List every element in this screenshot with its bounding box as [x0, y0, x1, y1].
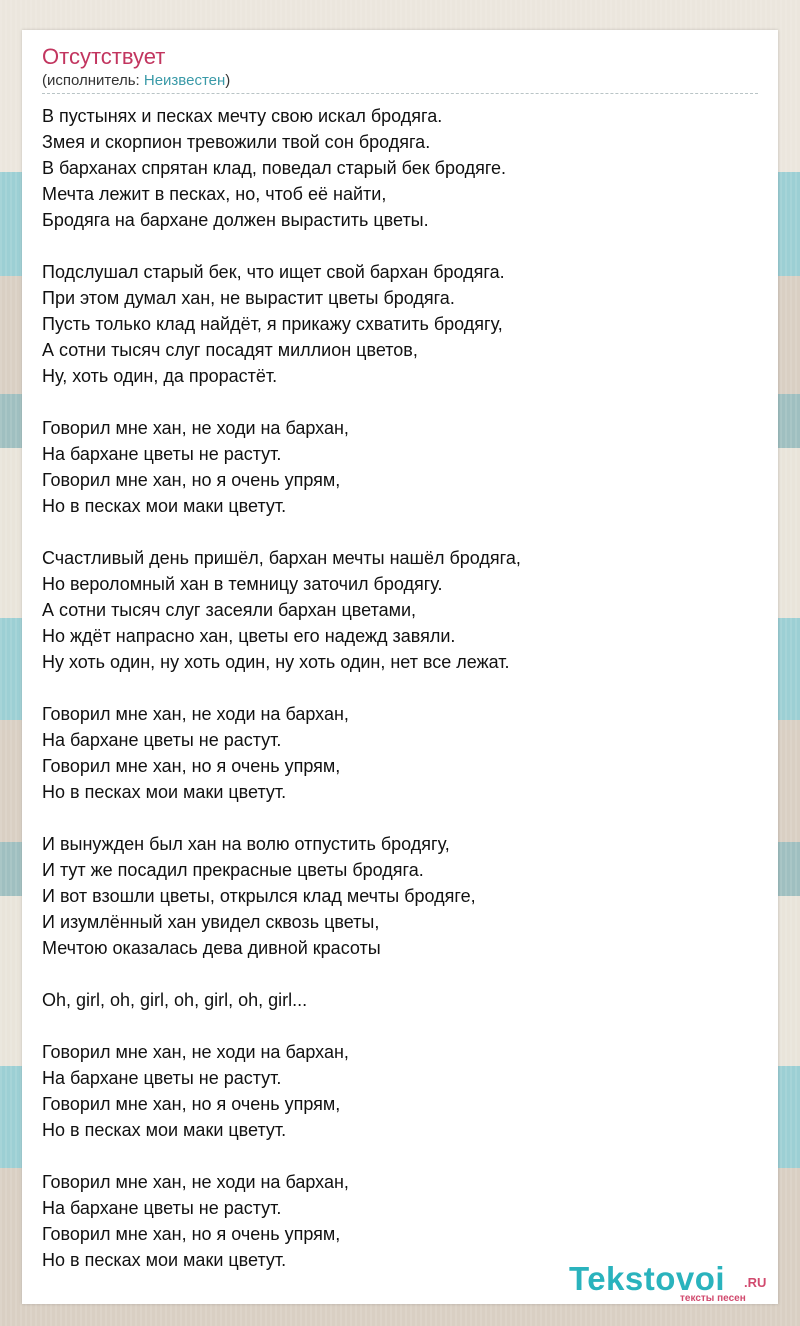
lyrics-line: Мечтою оказалась дева дивной красоты — [42, 938, 381, 958]
performer-link[interactable]: Неизвестен — [143, 72, 226, 89]
lyrics-line: Говорил мне хан, но я очень упрям, — [42, 470, 341, 490]
lyrics-line: На бархане цветы не растут. — [42, 730, 282, 750]
lyrics-line: Но в песках мои маки цветут. — [42, 1120, 287, 1140]
lyrics-stanza — [42, 103, 758, 233]
lyrics-line: Говорил мне хан, не ходи на бархан, — [42, 1172, 349, 1192]
lyrics-line: Говорил мне хан, но я очень упрям, — [42, 1094, 341, 1114]
lyrics-line: Мечта лежит в песках, но, чтоб её найти, — [42, 184, 387, 204]
lyrics-line: Говорил мне хан, не ходи на бархан, — [42, 1042, 349, 1062]
lyrics-line: Но в песках мои маки цветут. — [42, 496, 287, 516]
performer-line — [42, 71, 758, 91]
lyrics-line: В барханах спрятан клад, поведал старый бек бродяге. — [42, 158, 507, 178]
lyrics-stanza — [42, 1169, 758, 1273]
performer-prefix: (исполнитель: — [42, 72, 144, 89]
performer-suffix: ) — [225, 72, 231, 89]
lyrics-line: А сотни тысяч слуг посадят миллион цветов, — [42, 340, 418, 360]
lyrics-line: И изумлённый хан увидел сквозь цветы, — [42, 912, 380, 932]
lyrics-line: Змея и скорпион тревожили твой сон бродяга. — [42, 132, 431, 152]
lyrics-stanza — [42, 1039, 758, 1143]
lyrics-line: Oh, girl, oh, girl, oh, girl, oh, girl... — [42, 990, 308, 1010]
song-header — [42, 43, 758, 94]
lyrics-stanza — [42, 545, 758, 675]
lyrics-line: Ну хоть один, ну хоть один, ну хоть один, нет все лежат. — [42, 652, 510, 672]
lyrics-line: На бархане цветы не растут. — [42, 1198, 282, 1218]
lyrics-line: И вынужден был хан на волю отпустить бродягу, — [42, 834, 450, 854]
lyrics-line: При этом думал хан, не вырастит цветы бродяга. — [42, 288, 455, 308]
lyrics-line: Но вероломный хан в темницу заточил бродягу. — [42, 574, 443, 594]
lyrics-stanza — [42, 415, 758, 519]
lyrics-line: Говорил мне хан, не ходи на бархан, — [42, 418, 349, 438]
logo-tld: .RU — [744, 1275, 767, 1290]
lyrics-line: В пустынях и песках мечту свою искал бродяга. — [42, 106, 443, 126]
lyrics-line: Но в песках мои маки цветут. — [42, 782, 287, 802]
lyrics-line: Пусть только клад найдёт, я прикажу схватить бродягу, — [42, 314, 503, 334]
lyrics-line: Но в песках мои маки цветут. — [42, 1250, 287, 1270]
lyrics-line: Говорил мне хан, но я очень упрям, — [42, 1224, 341, 1244]
logo-wordmark: Tekstovoi — [569, 1260, 726, 1297]
lyrics-line: Счастливый день пришёл, бархан мечты нашёл бродяга, — [42, 548, 521, 568]
lyrics-card — [22, 30, 778, 1304]
lyrics-line: А сотни тысяч слуг засеяли бархан цветами, — [42, 600, 417, 620]
lyrics-stanza — [42, 987, 758, 1013]
lyrics-stanza — [42, 701, 758, 805]
lyrics-line: На бархане цветы не растут. — [42, 444, 282, 464]
logo-tagline: тексты песен — [680, 1293, 746, 1304]
lyrics-line: Бродяга на бархане должен вырастить цветы. — [42, 210, 429, 230]
lyrics-stanza — [42, 831, 758, 961]
lyrics-line: И тут же посадил прекрасные цветы бродяга. — [42, 860, 424, 880]
lyrics-line: На бархане цветы не растут. — [42, 1068, 282, 1088]
lyrics-line: И вот взошли цветы, открылся клад мечты бродяге, — [42, 886, 476, 906]
lyrics-line: Подслушал старый бек, что ищет свой бархан бродяга. — [42, 262, 505, 282]
lyrics-text — [42, 103, 758, 1299]
song-title: Отсутствует — [42, 44, 166, 69]
lyrics-line: Говорил мне хан, не ходи на бархан, — [42, 704, 349, 724]
lyrics-line: Ну, хоть один, да прорастёт. — [42, 366, 278, 386]
site-logo[interactable] — [569, 1260, 774, 1304]
lyrics-line: Но ждёт напрасно хан, цветы его надежд завяли. — [42, 626, 456, 646]
lyrics-line: Говорил мне хан, но я очень упрям, — [42, 756, 341, 776]
lyrics-stanza — [42, 259, 758, 389]
